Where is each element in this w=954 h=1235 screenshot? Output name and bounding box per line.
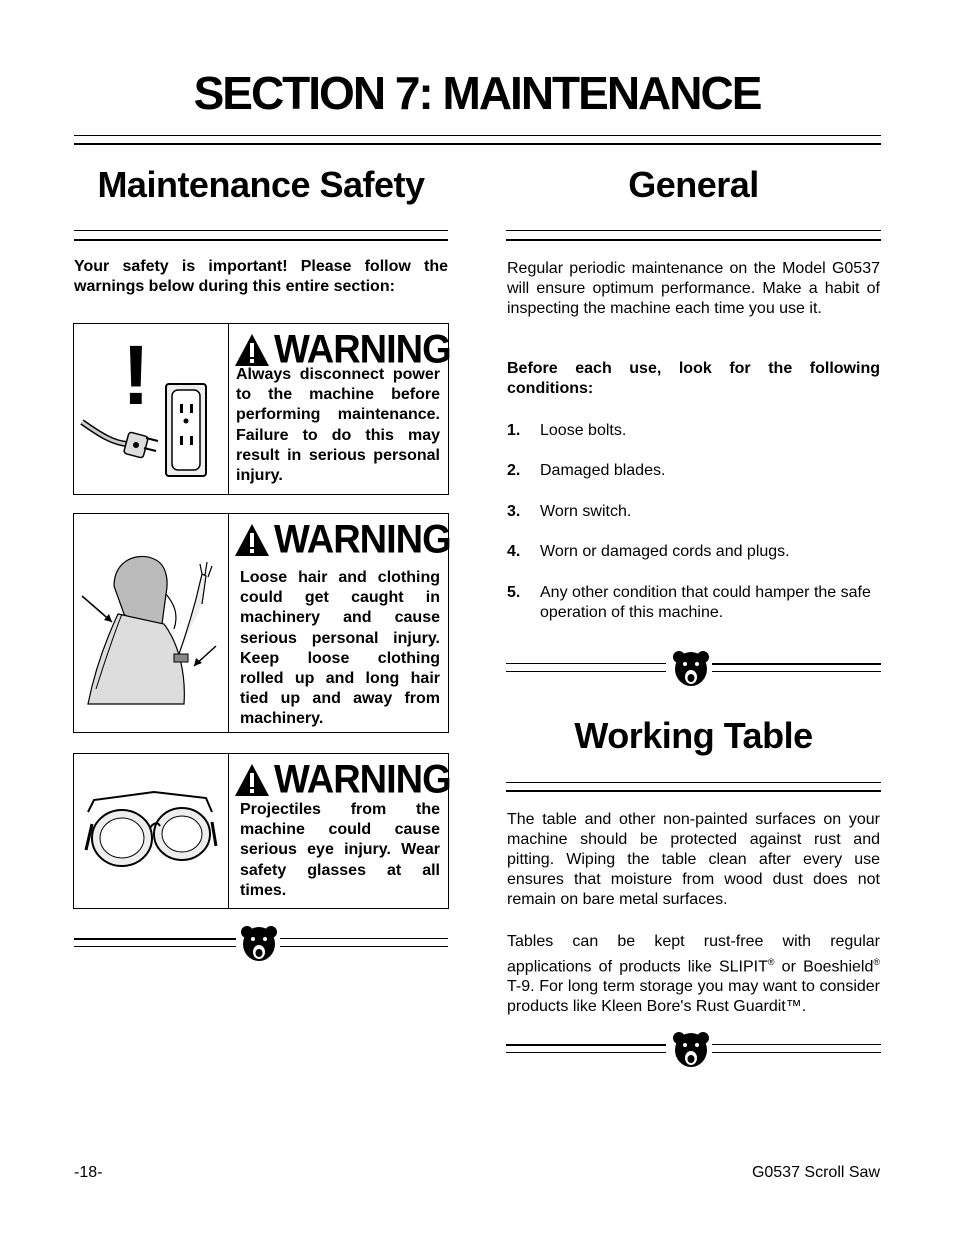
person-hair-icon xyxy=(74,514,226,732)
hair-clothing-illustration xyxy=(74,514,229,732)
working-table-rule-top xyxy=(506,782,881,783)
safety-glasses-icon xyxy=(74,754,226,908)
plug-outlet-icon xyxy=(74,324,226,494)
section-title: SECTION 7: MAINTENANCE xyxy=(193,67,761,119)
warning-label: WARNING xyxy=(274,757,451,803)
working-table-heading: Working Table xyxy=(574,715,813,756)
plug-outlet-illustration xyxy=(74,324,229,494)
safety-rule-top xyxy=(74,230,448,231)
bear-logo-icon xyxy=(672,649,710,689)
maintenance-safety-heading: Maintenance Safety xyxy=(97,164,425,205)
warning-box-hair xyxy=(73,513,449,733)
svg-text:!: ! xyxy=(122,328,150,422)
working-table-rule-bottom xyxy=(506,790,881,792)
section-divider xyxy=(506,1030,881,1070)
warning-label: WARNING xyxy=(274,517,451,563)
warning-label: WARNING xyxy=(274,327,451,373)
warning-header xyxy=(234,757,451,803)
general-rule-bottom xyxy=(506,239,881,241)
warning-text-eyes: Projectiles from the machine could cause serious eye injury. Wear safety glasses at all times. xyxy=(240,801,440,899)
footer-model: G0537 Scroll Saw xyxy=(751,1164,880,1181)
warning-text-power: Always disconnect power to the machine before performing maintenance. Failure to do this may result in serious personal injury. xyxy=(236,366,440,485)
title-rule-bottom xyxy=(74,143,881,145)
warning-header xyxy=(234,517,451,563)
warning-header xyxy=(234,327,451,373)
warning-triangle-icon xyxy=(234,763,270,797)
section-divider xyxy=(506,649,881,689)
bear-logo-icon xyxy=(672,1030,710,1070)
warning-box-eyes xyxy=(73,753,449,909)
page-number: -18- xyxy=(74,1164,103,1181)
safety-glasses-illustration xyxy=(74,754,229,908)
warning-triangle-icon xyxy=(234,333,270,367)
bear-logo-icon xyxy=(240,924,278,964)
warning-box-power xyxy=(73,323,449,495)
general-intro: Regular periodic maintenance on the Model G0537 will ensure optimum performance. Make a habit of inspecting the machine each time you use it. xyxy=(507,260,880,317)
safety-intro: Your safety is important! Please follow the warnings below during this entire section: xyxy=(74,258,448,295)
working-table-para1: The table and other non-painted surfaces on your machine should be protected against rust and pitting. Wiping the table clean after every use ensures that moisture from wood dust does not remain on bare metal surfaces. xyxy=(507,811,880,908)
title-rule-top xyxy=(74,135,881,136)
working-table-para2: Tables can be kept rust-free with regular applications of products like SLIPIT® or Boeshield® T-9. For long term storage you may want to consider products like Kleen Bore's Rust Guardit™. xyxy=(507,933,881,1016)
general-heading: General xyxy=(628,164,759,205)
warning-text-hair: Loose hair and clothing could get caught in machinery and cause serious personal injury. Keep loose clothing rolled up and long hair tied up and away from machinery. xyxy=(240,569,440,728)
general-rule-top xyxy=(506,230,881,231)
safety-rule-bottom xyxy=(74,239,448,241)
section-divider xyxy=(74,924,448,964)
warning-triangle-icon xyxy=(234,523,270,557)
checklist-heading: Before each use, look for the following conditions: xyxy=(507,360,880,397)
